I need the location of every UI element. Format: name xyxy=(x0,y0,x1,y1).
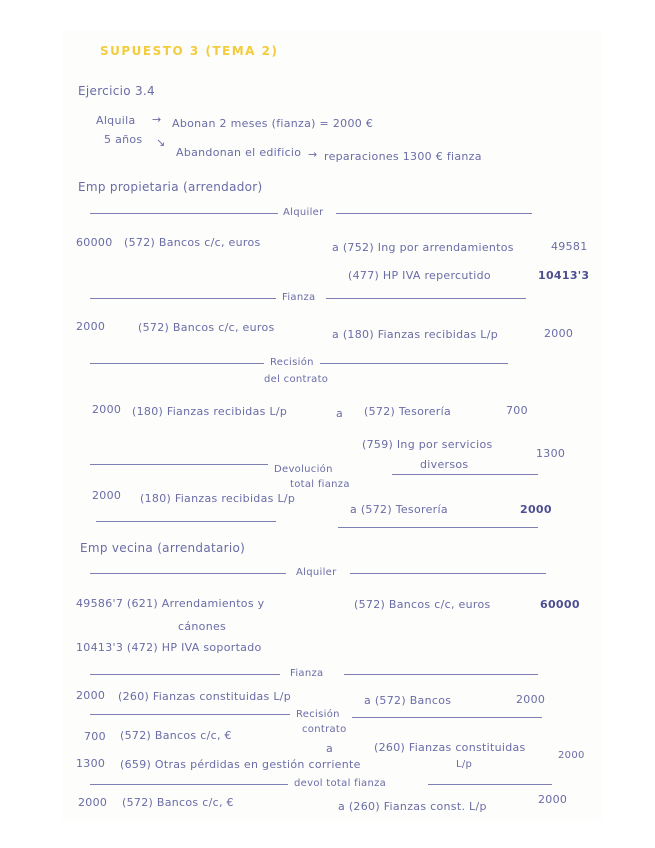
arrow-down-right-icon: ↘ xyxy=(156,136,166,149)
intro-alquila: Alquila xyxy=(96,114,136,127)
page-title: SUPUESTO 3 (TEMA 2) xyxy=(100,44,279,58)
s1-e3-credit-2b: diversos xyxy=(420,458,469,471)
s1-e1-credit-1: a (752) Ing por arrendamientos xyxy=(332,241,514,254)
s1-e3-credit-1-amount: 700 xyxy=(506,404,528,417)
divider xyxy=(392,474,538,475)
divider xyxy=(352,717,542,718)
s2-e3-credit-amount: 2000 xyxy=(558,750,585,761)
divider xyxy=(338,527,538,528)
s2-e3-debit-2-account: (659) Otras pérdidas en gestión corriente xyxy=(120,758,361,771)
divider xyxy=(350,573,546,574)
s1-e3-a: a xyxy=(336,407,344,420)
s1-e3-debit-amount: 2000 xyxy=(92,403,122,416)
divider xyxy=(326,298,526,299)
s2-e1-credit-amount: 60000 xyxy=(540,598,580,611)
s1-e1-debit-amount: 60000 xyxy=(76,236,113,249)
s2-devolucion-label: devol total fianza xyxy=(294,778,387,789)
s1-e4-debit-account: (180) Fianzas recibidas L/p xyxy=(140,492,296,505)
s2-e4-credit-amount: 2000 xyxy=(538,793,568,806)
divider xyxy=(90,298,276,299)
s1-e2-debit-account: (572) Bancos c/c, euros xyxy=(138,321,275,334)
s1-e4-debit-amount: 2000 xyxy=(92,489,122,502)
s2-e1-credit: (572) Bancos c/c, euros xyxy=(354,598,491,611)
s2-e1-debit-1b: cánones xyxy=(178,620,227,633)
divider xyxy=(90,464,268,465)
s1-recision-line2: del contrato xyxy=(264,374,329,385)
section2-alquiler-label: Alquiler xyxy=(296,567,337,578)
divider xyxy=(428,784,552,785)
s2-e2-credit: a (572) Bancos xyxy=(364,694,452,707)
divider xyxy=(90,784,288,785)
s1-e2-credit: a (180) Fianzas recibidas L/p xyxy=(332,328,499,341)
intro-abonan: Abonan 2 meses (fianza) = 2000 € xyxy=(172,117,374,130)
exercise-label: Ejercicio 3.4 xyxy=(78,84,155,98)
intro-anos: 5 años xyxy=(104,133,143,146)
s1-e4-credit: a (572) Tesorería xyxy=(350,503,448,516)
s2-e1-debit-2: 10413'3 (472) HP IVA soportado xyxy=(76,641,262,654)
s2-e2-debit-amount: 2000 xyxy=(76,689,106,702)
arrow-right-icon: → xyxy=(152,113,162,126)
divider xyxy=(90,363,264,364)
section2-fianza-label: Fianza xyxy=(290,668,324,679)
s2-recision-line1: Recisión xyxy=(296,709,340,720)
section1-alquiler-label: Alquiler xyxy=(283,207,324,218)
s2-e4-credit: a (260) Fianzas const. L/p xyxy=(338,800,487,813)
s2-e1-debit-1: 49586'7 (621) Arrendamientos y xyxy=(76,597,265,610)
intro-abandonan: Abandonan el edificio xyxy=(176,146,302,159)
s1-e1-credit-2-amount: 10413'3 xyxy=(538,269,590,282)
s1-e4-credit-amount: 2000 xyxy=(520,503,552,516)
s1-e3-credit-2: (759) Ing por servicios xyxy=(362,438,493,451)
divider xyxy=(90,213,278,214)
s2-e2-credit-amount: 2000 xyxy=(516,693,546,706)
arrow-right-icon: → xyxy=(308,148,318,161)
s2-e3-credit: (260) Fianzas constituidas xyxy=(374,741,526,754)
s2-e3-debit-2-amount: 1300 xyxy=(76,757,106,770)
section1-fianza-label: Fianza xyxy=(282,292,316,303)
s1-e2-debit-amount: 2000 xyxy=(76,320,106,333)
s2-e2-debit-account: (260) Fianzas constituidas L/p xyxy=(118,690,292,703)
s1-devolucion-line1: Devolución xyxy=(274,464,333,475)
s1-e3-credit-2-amount: 1300 xyxy=(536,447,566,460)
section1-heading: Emp propietaria (arrendador) xyxy=(78,180,263,194)
divider xyxy=(90,573,286,574)
s1-devolucion-line2: total fianza xyxy=(290,479,350,490)
s1-e2-credit-amount: 2000 xyxy=(544,327,574,340)
s1-e1-credit-2: (477) HP IVA repercutido xyxy=(348,269,491,282)
s1-e3-debit-account: (180) Fianzas recibidas L/p xyxy=(132,405,288,418)
divider xyxy=(90,674,280,675)
s2-e3-debit-1-account: (572) Bancos c/c, € xyxy=(120,729,232,742)
s2-e3-credit-b: L/p xyxy=(456,759,473,770)
divider xyxy=(320,363,508,364)
divider xyxy=(344,674,538,675)
s1-e3-credit-1: (572) Tesorería xyxy=(364,405,452,418)
intro-reparaciones: reparaciones 1300 € fianza xyxy=(324,150,482,163)
s2-e3-a: a xyxy=(326,742,334,755)
s2-e4-debit-account: (572) Bancos c/c, € xyxy=(122,796,234,809)
s1-recision-line1: Recisión xyxy=(270,357,314,368)
divider xyxy=(90,714,290,715)
s1-e1-credit-1-amount: 49581 xyxy=(551,240,588,253)
divider xyxy=(336,213,532,214)
divider xyxy=(96,521,276,522)
s1-e1-debit-account: (572) Bancos c/c, euros xyxy=(124,236,261,249)
s2-recision-line2: contrato xyxy=(302,724,347,735)
s2-e4-debit-amount: 2000 xyxy=(78,796,108,809)
s2-e3-debit-1-amount: 700 xyxy=(84,730,106,743)
section2-heading: Emp vecina (arrendatario) xyxy=(80,541,246,555)
